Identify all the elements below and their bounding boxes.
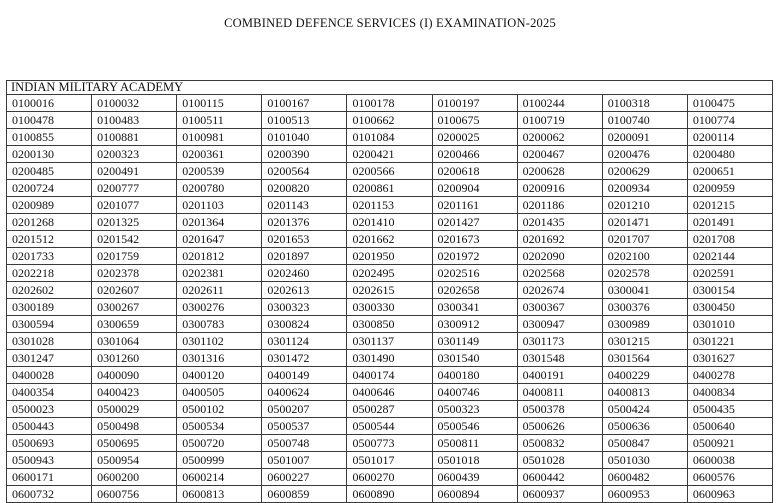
roll-number-cell: 0200777 — [92, 180, 177, 197]
roll-number-cell: 0100483 — [92, 112, 177, 129]
roll-number-cell: 0100478 — [7, 112, 92, 129]
roll-number-cell: 0500695 — [92, 435, 177, 452]
roll-number-cell: 0201647 — [177, 231, 262, 248]
roll-number-cell: 0200476 — [602, 146, 687, 163]
table-row — [7, 299, 773, 316]
roll-number-cell: 0500546 — [432, 418, 517, 435]
roll-number-cell: 0201733 — [7, 248, 92, 265]
roll-number-cell: 0600756 — [92, 486, 177, 503]
roll-number-cell: 0100016 — [7, 95, 92, 112]
roll-number-cell: 0500498 — [92, 418, 177, 435]
roll-number-cell: 0200421 — [347, 146, 432, 163]
table-row — [7, 265, 773, 282]
roll-number-cell: 0500811 — [432, 435, 517, 452]
roll-number-cell: 0600038 — [687, 452, 772, 469]
roll-number-cell: 0600200 — [92, 469, 177, 486]
roll-number-cell: 0201491 — [687, 214, 772, 231]
table-row — [7, 214, 773, 231]
table-row — [7, 146, 773, 163]
roll-number-cell: 0201268 — [7, 214, 92, 231]
roll-number-cell: 0301564 — [602, 350, 687, 367]
roll-number-cell: 0201972 — [432, 248, 517, 265]
roll-number-cell: 0400624 — [262, 384, 347, 401]
roll-number-cell: 0600953 — [602, 486, 687, 503]
roll-number-cell: 0202591 — [687, 265, 772, 282]
roll-number-cell: 0400180 — [432, 367, 517, 384]
roll-number-cell: 0301221 — [687, 333, 772, 350]
roll-number-cell: 0500626 — [517, 418, 602, 435]
roll-number-cell: 0500207 — [262, 401, 347, 418]
roll-number-cell: 0202381 — [177, 265, 262, 282]
roll-number-cell: 0300041 — [602, 282, 687, 299]
roll-number-cell: 0400746 — [432, 384, 517, 401]
roll-number-cell: 0300947 — [517, 316, 602, 333]
roll-number-cell: 0201376 — [262, 214, 347, 231]
roll-number-cell: 0301472 — [262, 350, 347, 367]
roll-number-cell: 0300323 — [262, 299, 347, 316]
roll-number-cell: 0301173 — [517, 333, 602, 350]
roll-number-cell: 0200025 — [432, 129, 517, 146]
roll-number-cell: 0400191 — [517, 367, 602, 384]
roll-number-cell: 0600894 — [432, 486, 517, 503]
roll-number-cell: 0200820 — [262, 180, 347, 197]
roll-number-cell: 0201653 — [262, 231, 347, 248]
roll-number-cell: 0501007 — [262, 452, 347, 469]
roll-number-cell: 0400090 — [92, 367, 177, 384]
roll-number-cell: 0100719 — [517, 112, 602, 129]
roll-number-cell: 0200114 — [687, 129, 772, 146]
table-row — [7, 316, 773, 333]
roll-number-cell: 0200651 — [687, 163, 772, 180]
roll-number-cell: 0202613 — [262, 282, 347, 299]
roll-number-cell: 0202100 — [602, 248, 687, 265]
roll-number-cell: 0301137 — [347, 333, 432, 350]
roll-number-cell: 0100511 — [177, 112, 262, 129]
roll-number-cell: 0200130 — [7, 146, 92, 163]
roll-number-cell: 0500943 — [7, 452, 92, 469]
roll-number-cell: 0400174 — [347, 367, 432, 384]
roll-number-cell: 0100178 — [347, 95, 432, 112]
roll-number-cell: 0202144 — [687, 248, 772, 265]
roll-number-cell: 0201542 — [92, 231, 177, 248]
roll-number-cell: 0101084 — [347, 129, 432, 146]
roll-number-cell: 0600937 — [517, 486, 602, 503]
roll-number-cell: 0200916 — [517, 180, 602, 197]
roll-number-cell: 0600214 — [177, 469, 262, 486]
roll-number-cell: 0201673 — [432, 231, 517, 248]
roll-number-cell: 0100032 — [92, 95, 177, 112]
roll-number-cell: 0202516 — [432, 265, 517, 282]
roll-number-cell: 0202378 — [92, 265, 177, 282]
roll-number-cell: 0300594 — [7, 316, 92, 333]
roll-number-cell: 0500999 — [177, 452, 262, 469]
roll-number-cell: 0500748 — [262, 435, 347, 452]
roll-number-cell: 0500323 — [432, 401, 517, 418]
roll-number-cell: 0500636 — [602, 418, 687, 435]
roll-number-cell: 0300824 — [262, 316, 347, 333]
roll-number-cell: 0301247 — [7, 350, 92, 367]
roll-number-cell: 0202674 — [517, 282, 602, 299]
roll-number-cell: 0202615 — [347, 282, 432, 299]
roll-number-cell: 0600890 — [347, 486, 432, 503]
roll-number-cell: 0500832 — [517, 435, 602, 452]
roll-number-cell: 0500720 — [177, 435, 262, 452]
roll-number-cell: 0201812 — [177, 248, 262, 265]
table-row — [7, 231, 773, 248]
roll-number-cell: 0600576 — [687, 469, 772, 486]
roll-number-cell: 0400505 — [177, 384, 262, 401]
table-row — [7, 469, 773, 486]
roll-number-cell: 0400120 — [177, 367, 262, 384]
roll-number-cell: 0300367 — [517, 299, 602, 316]
roll-number-cell: 0201662 — [347, 231, 432, 248]
roll-number-cell: 0100774 — [687, 112, 772, 129]
table-row — [7, 435, 773, 452]
table-row — [7, 112, 773, 129]
roll-number-cell: 0400028 — [7, 367, 92, 384]
roll-number-cell: 0200934 — [602, 180, 687, 197]
roll-number-cell: 0300850 — [347, 316, 432, 333]
roll-number-cell: 0202218 — [7, 265, 92, 282]
roll-number-cell: 0200466 — [432, 146, 517, 163]
roll-number-cell: 0201707 — [602, 231, 687, 248]
roll-number-cell: 0100318 — [602, 95, 687, 112]
roll-number-cell: 0100115 — [177, 95, 262, 112]
roll-number-cell: 0201512 — [7, 231, 92, 248]
roll-number-cell: 0100881 — [92, 129, 177, 146]
roll-number-cell: 0301215 — [602, 333, 687, 350]
roll-number-cell: 0600442 — [517, 469, 602, 486]
roll-number-cell: 0500847 — [602, 435, 687, 452]
roll-number-cell: 0201161 — [432, 197, 517, 214]
roll-number-cell: 0100167 — [262, 95, 347, 112]
roll-number-cell: 0200467 — [517, 146, 602, 163]
roll-number-cell: 0300659 — [92, 316, 177, 333]
roll-number-cell: 0500544 — [347, 418, 432, 435]
roll-number-cell: 0301124 — [262, 333, 347, 350]
roll-number-cell: 0301028 — [7, 333, 92, 350]
roll-number-cell: 0400834 — [687, 384, 772, 401]
roll-number-cell: 0200566 — [347, 163, 432, 180]
roll-number-cell: 0500029 — [92, 401, 177, 418]
roll-number-cell: 0200959 — [687, 180, 772, 197]
roll-number-cell: 0300154 — [687, 282, 772, 299]
roll-number-cell: 0201708 — [687, 231, 772, 248]
roll-number-cell: 0300989 — [602, 316, 687, 333]
roll-number-cell: 0200091 — [602, 129, 687, 146]
roll-number-cell: 0201435 — [517, 214, 602, 231]
roll-number-cell: 0101040 — [262, 129, 347, 146]
roll-number-cell: 0300330 — [347, 299, 432, 316]
roll-number-cell: 0201103 — [177, 197, 262, 214]
roll-number-cell: 0200564 — [262, 163, 347, 180]
roll-number-cell: 0201427 — [432, 214, 517, 231]
roll-number-cell: 0500378 — [517, 401, 602, 418]
table-row — [7, 452, 773, 469]
roll-number-cell: 0200989 — [7, 197, 92, 214]
roll-number-cell: 0202578 — [602, 265, 687, 282]
roll-number-cell: 0201153 — [347, 197, 432, 214]
roll-number-cell: 0200323 — [92, 146, 177, 163]
roll-number-cell: 0501017 — [347, 452, 432, 469]
roll-number-cell: 0600439 — [432, 469, 517, 486]
roll-number-cell: 0500424 — [602, 401, 687, 418]
roll-number-cell: 0200724 — [7, 180, 92, 197]
roll-number-cell: 0201410 — [347, 214, 432, 231]
table-row — [7, 95, 773, 112]
table-row — [7, 367, 773, 384]
roll-number-cell: 0600732 — [7, 486, 92, 503]
roll-number-cell: 0301490 — [347, 350, 432, 367]
roll-number-cell: 0200485 — [7, 163, 92, 180]
roll-number-cell: 0500693 — [7, 435, 92, 452]
roll-number-cell: 0200491 — [92, 163, 177, 180]
document-title: COMBINED DEFENCE SERVICES (I) EXAMINATION-2025 — [224, 16, 556, 30]
roll-number-cell: 0201186 — [517, 197, 602, 214]
roll-number-cell: 0200629 — [602, 163, 687, 180]
roll-number-cell: 0500921 — [687, 435, 772, 452]
roll-number-cell: 0500102 — [177, 401, 262, 418]
table-row — [7, 163, 773, 180]
roll-number-cell: 0500435 — [687, 401, 772, 418]
roll-number-cell: 0200539 — [177, 163, 262, 180]
roll-number-cell: 0200861 — [347, 180, 432, 197]
roll-number-cell: 0202495 — [347, 265, 432, 282]
roll-number-cell: 0400229 — [602, 367, 687, 384]
roll-number-cell: 0500640 — [687, 418, 772, 435]
roll-number-cell: 0300276 — [177, 299, 262, 316]
table-row — [7, 180, 773, 197]
section-header-row — [7, 81, 773, 95]
roll-number-cell: 0100513 — [262, 112, 347, 129]
roll-number-cell: 0500023 — [7, 401, 92, 418]
roll-number-cell: 0600963 — [687, 486, 772, 503]
roll-number-cell: 0501028 — [517, 452, 602, 469]
roll-number-cell: 0100197 — [432, 95, 517, 112]
roll-number-cell: 0200780 — [177, 180, 262, 197]
roll-number-cell: 0202460 — [262, 265, 347, 282]
roll-number-cell: 0100981 — [177, 129, 262, 146]
roll-number-cell: 0300376 — [602, 299, 687, 316]
roll-number-cell: 0400278 — [687, 367, 772, 384]
roll-number-rows — [7, 95, 773, 503]
table-row — [7, 333, 773, 350]
roll-number-cell: 0201471 — [602, 214, 687, 231]
roll-number-cell: 0202607 — [92, 282, 177, 299]
roll-number-cell: 0500534 — [177, 418, 262, 435]
roll-number-cell: 0301149 — [432, 333, 517, 350]
roll-number-cell: 0202602 — [7, 282, 92, 299]
roll-number-cell: 0600227 — [262, 469, 347, 486]
roll-number-cell: 0400423 — [92, 384, 177, 401]
roll-number-cell: 0301260 — [92, 350, 177, 367]
roll-number-cell: 0201950 — [347, 248, 432, 265]
roll-number-cell: 0100675 — [432, 112, 517, 129]
table-row — [7, 418, 773, 435]
roll-number-cell: 0400149 — [262, 367, 347, 384]
roll-number-cell: 0500537 — [262, 418, 347, 435]
roll-number-cell: 0501018 — [432, 452, 517, 469]
roll-number-cell: 0300450 — [687, 299, 772, 316]
roll-number-cell: 0600859 — [262, 486, 347, 503]
roll-number-cell: 0300783 — [177, 316, 262, 333]
roll-number-cell: 0301540 — [432, 350, 517, 367]
roll-number-cell: 0202658 — [432, 282, 517, 299]
roll-number-cell: 0202090 — [517, 248, 602, 265]
roll-number-cell: 0200480 — [687, 146, 772, 163]
roll-number-table — [6, 80, 773, 503]
roll-number-cell: 0500773 — [347, 435, 432, 452]
roll-number-cell: 0301102 — [177, 333, 262, 350]
roll-number-cell: 0200390 — [262, 146, 347, 163]
roll-number-cell: 0202568 — [517, 265, 602, 282]
table-row — [7, 384, 773, 401]
table-row — [7, 248, 773, 265]
roll-number-cell: 0501030 — [602, 452, 687, 469]
roll-number-cell: 0200628 — [517, 163, 602, 180]
roll-number-cell: 0301548 — [517, 350, 602, 367]
roll-number-cell: 0300267 — [92, 299, 177, 316]
roll-number-cell: 0400811 — [517, 384, 602, 401]
roll-number-cell: 0201364 — [177, 214, 262, 231]
roll-number-cell: 0201897 — [262, 248, 347, 265]
roll-number-cell: 0301627 — [687, 350, 772, 367]
roll-number-cell: 0301064 — [92, 333, 177, 350]
roll-number-cell: 0100662 — [347, 112, 432, 129]
roll-number-cell: 0201077 — [92, 197, 177, 214]
roll-number-cell: 0200904 — [432, 180, 517, 197]
roll-number-cell: 0100740 — [602, 112, 687, 129]
roll-number-cell: 0201215 — [687, 197, 772, 214]
roll-number-cell: 0600482 — [602, 469, 687, 486]
roll-number-cell: 0300912 — [432, 316, 517, 333]
roll-number-cell: 0301010 — [687, 316, 772, 333]
roll-number-cell: 0100244 — [517, 95, 602, 112]
roll-number-cell: 0301316 — [177, 350, 262, 367]
roll-number-cell: 0500954 — [92, 452, 177, 469]
roll-number-cell: 0400354 — [7, 384, 92, 401]
roll-number-cell: 0100855 — [7, 129, 92, 146]
table-row — [7, 282, 773, 299]
roll-number-cell: 0200618 — [432, 163, 517, 180]
roll-number-cell: 0100475 — [687, 95, 772, 112]
roll-number-cell: 0200062 — [517, 129, 602, 146]
roll-number-cell: 0200361 — [177, 146, 262, 163]
roll-number-cell: 0201143 — [262, 197, 347, 214]
roll-number-cell: 0600813 — [177, 486, 262, 503]
roll-number-cell: 0400813 — [602, 384, 687, 401]
section-heading: INDIAN MILITARY ACADEMY — [7, 81, 773, 95]
roll-number-cell: 0500443 — [7, 418, 92, 435]
roll-number-cell: 0201759 — [92, 248, 177, 265]
roll-number-cell: 0600171 — [7, 469, 92, 486]
roll-number-cell: 0300341 — [432, 299, 517, 316]
table-row — [7, 197, 773, 214]
roll-number-cell: 0400646 — [347, 384, 432, 401]
roll-number-cell: 0201210 — [602, 197, 687, 214]
roll-number-cell: 0600270 — [347, 469, 432, 486]
roll-number-cell: 0202611 — [177, 282, 262, 299]
table-row — [7, 350, 773, 367]
roll-number-cell: 0300189 — [7, 299, 92, 316]
roll-number-cell: 0201325 — [92, 214, 177, 231]
table-row — [7, 486, 773, 503]
table-row — [7, 401, 773, 418]
table-row — [7, 129, 773, 146]
roll-number-cell: 0500287 — [347, 401, 432, 418]
roll-number-cell: 0201692 — [517, 231, 602, 248]
